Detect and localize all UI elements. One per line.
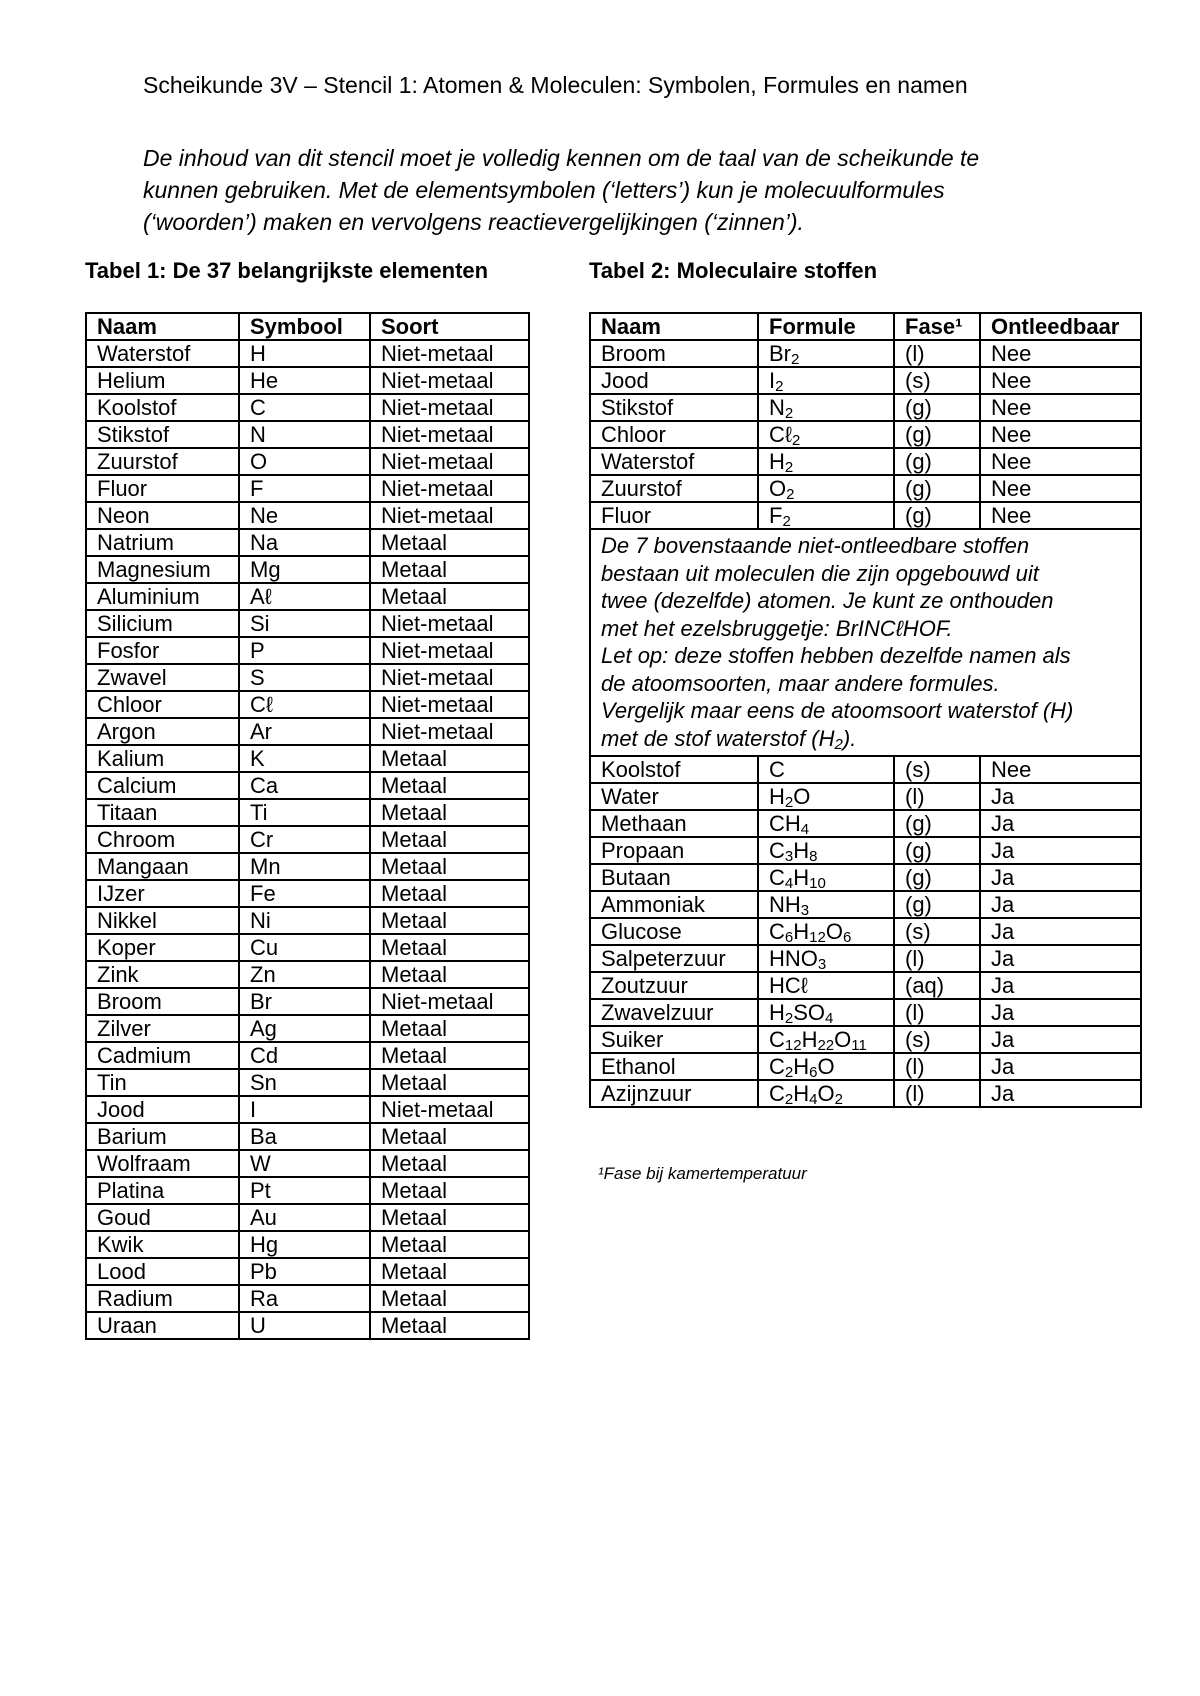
cell-symbool: O	[239, 448, 370, 475]
col-header-naam: Naam	[590, 313, 758, 340]
cell-fase: (s)	[894, 756, 980, 783]
cell-naam: Jood	[86, 1096, 239, 1123]
table-row	[86, 826, 529, 853]
cell-formule: $H_2$	[758, 448, 894, 475]
table-row	[86, 1150, 529, 1177]
table-row	[590, 999, 1141, 1026]
cell-soort: Metaal	[370, 1069, 529, 1096]
cell-fase: (g)	[894, 421, 980, 448]
cell-soort: Metaal	[370, 1231, 529, 1258]
table-row	[590, 340, 1141, 367]
cell-soort: Metaal	[370, 826, 529, 853]
cell-naam: Fluor	[86, 475, 239, 502]
cell-symbool: Fe	[239, 880, 370, 907]
cell-symbool: S	[239, 664, 370, 691]
cell-symbool: W	[239, 1150, 370, 1177]
cell-symbool: I	[239, 1096, 370, 1123]
cell-naam: Mangaan	[86, 853, 239, 880]
cell-naam: Nikkel	[86, 907, 239, 934]
cell-ontleedbaar: Nee	[980, 756, 1141, 783]
cell-naam: Titaan	[86, 799, 239, 826]
table-row	[86, 502, 529, 529]
col-header-fase: Fase¹	[894, 313, 980, 340]
cell-naam: Zwavelzuur	[590, 999, 758, 1026]
intro-line: kunnen gebruiken. Met de elementsymbolen (‘letters’) kun je molecuulformules	[143, 177, 945, 203]
cell-symbool: Ba	[239, 1123, 370, 1150]
table-row	[590, 367, 1141, 394]
cell-naam: Neon	[86, 502, 239, 529]
cell-ontleedbaar: Ja	[980, 972, 1141, 999]
cell-symbool: Pt	[239, 1177, 370, 1204]
cell-soort: Metaal	[370, 907, 529, 934]
cell-naam: Platina	[86, 1177, 239, 1204]
cell-naam: Waterstof	[590, 448, 758, 475]
table-row	[590, 918, 1141, 945]
cell-fase: (g)	[894, 864, 980, 891]
table-row	[590, 421, 1141, 448]
cell-symbool: Br	[239, 988, 370, 1015]
cell-ontleedbaar: Ja	[980, 999, 1141, 1026]
cell-soort: Metaal	[370, 529, 529, 556]
cell-soort: Niet-metaal	[370, 448, 529, 475]
cell-naam: Silicium	[86, 610, 239, 637]
cell-fase: (aq)	[894, 972, 980, 999]
table-header-row	[590, 313, 1141, 340]
intro-paragraph	[143, 142, 1083, 238]
intro-line: De inhoud van dit stencil moet je volledig kennen om de taal van de scheikunde te	[143, 145, 980, 171]
cell-soort: Niet-metaal	[370, 691, 529, 718]
cell-ontleedbaar: Nee	[980, 448, 1141, 475]
cell-naam: Koolstof	[590, 756, 758, 783]
cell-ontleedbaar: Nee	[980, 394, 1141, 421]
cell-fase: (l)	[894, 945, 980, 972]
table-row	[590, 394, 1141, 421]
cell-soort: Metaal	[370, 799, 529, 826]
cell-soort: Metaal	[370, 1204, 529, 1231]
cell-symbool: Cℓ	[239, 691, 370, 718]
table-row	[86, 691, 529, 718]
table-row	[86, 718, 529, 745]
cell-soort: Metaal	[370, 1150, 529, 1177]
footnote: ¹Fase bij kamertemperatuur	[598, 1164, 807, 1183]
cell-formule: $NH_3$	[758, 891, 894, 918]
cell-soort: Niet-metaal	[370, 988, 529, 1015]
cell-naam: Koper	[86, 934, 239, 961]
table-row	[590, 1026, 1141, 1053]
cell-formule: $F_2$	[758, 502, 894, 529]
table-row	[590, 1080, 1141, 1107]
cell-ontleedbaar: Ja	[980, 1026, 1141, 1053]
cell-symbool: Mn	[239, 853, 370, 880]
table-row	[590, 783, 1141, 810]
table-row	[86, 853, 529, 880]
cell-soort: Metaal	[370, 1258, 529, 1285]
table-row	[86, 637, 529, 664]
cell-naam: Radium	[86, 1285, 239, 1312]
note-line: met de stof waterstof $(H_2)$.	[601, 725, 857, 753]
cell-naam: Stikstof	[590, 394, 758, 421]
cell-naam: Water	[590, 783, 758, 810]
table2-caption: Tabel 2: Moleculaire stoffen	[589, 258, 878, 283]
cell-symbool: Ra	[239, 1285, 370, 1312]
cell-symbool: Cd	[239, 1042, 370, 1069]
cell-naam: Goud	[86, 1204, 239, 1231]
cell-symbool: H	[239, 340, 370, 367]
cell-formule: HCℓ	[758, 972, 894, 999]
cell-symbool: U	[239, 1312, 370, 1339]
cell-naam: Butaan	[590, 864, 758, 891]
cell-fase: (g)	[894, 475, 980, 502]
table-row	[86, 880, 529, 907]
cell-symbool: F	[239, 475, 370, 502]
table-row	[86, 421, 529, 448]
cell-symbool: Mg	[239, 556, 370, 583]
cell-naam: Ammoniak	[590, 891, 758, 918]
table-row	[590, 756, 1141, 783]
cell-ontleedbaar: Nee	[980, 367, 1141, 394]
table-row	[86, 556, 529, 583]
cell-symbool: C	[239, 394, 370, 421]
table-row	[86, 1177, 529, 1204]
note-line: De 7 bovenstaande niet-ontleedbare stoffen	[601, 533, 1030, 558]
cell-soort: Metaal	[370, 1015, 529, 1042]
cell-naam: Fosfor	[86, 637, 239, 664]
cell-naam: Aluminium	[86, 583, 239, 610]
cell-soort: Niet-metaal	[370, 394, 529, 421]
cell-soort: Niet-metaal	[370, 664, 529, 691]
table-row	[590, 837, 1141, 864]
cell-formule: $C_4H_{10}$	[758, 864, 894, 891]
table-row	[86, 1258, 529, 1285]
cell-soort: Metaal	[370, 961, 529, 988]
cell-fase: (l)	[894, 340, 980, 367]
cell-formule: $C_2H_6O$	[758, 1053, 894, 1080]
table-row	[86, 907, 529, 934]
cell-symbool: Au	[239, 1204, 370, 1231]
cell-symbool: Hg	[239, 1231, 370, 1258]
cell-soort: Metaal	[370, 556, 529, 583]
cell-ontleedbaar: Ja	[980, 891, 1141, 918]
table-row	[590, 810, 1141, 837]
cell-symbool: Na	[239, 529, 370, 556]
cell-soort: Niet-metaal	[370, 1096, 529, 1123]
cell-formule: $Br_2$	[758, 340, 894, 367]
cell-symbool: Ag	[239, 1015, 370, 1042]
document-title: Scheikunde 3V – Stencil 1: Atomen & Moleculen: Symbolen, Formules en namen	[143, 72, 968, 98]
table1-caption: Tabel 1: De 37 belangrijkste elementen	[85, 258, 489, 283]
cell-formule: $C_{12}H_{22}O_{11}$	[758, 1026, 894, 1053]
col-header-ontleedbaar: Ontleedbaar	[980, 313, 1141, 340]
cell-naam: Fluor	[590, 502, 758, 529]
cell-ontleedbaar: Ja	[980, 837, 1141, 864]
cell-ontleedbaar: Ja	[980, 1053, 1141, 1080]
cell-naam: Zuurstof	[86, 448, 239, 475]
table-row	[86, 961, 529, 988]
cell-naam: Cadmium	[86, 1042, 239, 1069]
table-row	[590, 945, 1141, 972]
cell-soort: Metaal	[370, 745, 529, 772]
intro-line: (‘woorden’) maken en vervolgens reactievergelijkingen (‘zinnen’).	[143, 209, 804, 235]
cell-fase: (s)	[894, 918, 980, 945]
note-row	[590, 529, 1141, 756]
cell-soort: Metaal	[370, 1285, 529, 1312]
cell-naam: Helium	[86, 367, 239, 394]
cell-symbool: Ni	[239, 907, 370, 934]
cell-naam: Natrium	[86, 529, 239, 556]
cell-soort: Metaal	[370, 934, 529, 961]
cell-naam: Kwik	[86, 1231, 239, 1258]
cell-symbool: N	[239, 421, 370, 448]
cell-soort: Metaal	[370, 772, 529, 799]
note-line: met het ezelsbruggetje: BrINCℓHOF.	[601, 615, 953, 641]
cell-naam: Argon	[86, 718, 239, 745]
cell-soort: Metaal	[370, 1123, 529, 1150]
cell-fase: (g)	[894, 810, 980, 837]
table-row	[86, 1069, 529, 1096]
cell-naam: Calcium	[86, 772, 239, 799]
note-line: bestaan uit moleculen die zijn opgebouwd uit	[601, 560, 1039, 586]
cell-naam: Koolstof	[86, 394, 239, 421]
molecular-substances-table	[589, 312, 1142, 1108]
cell-ontleedbaar: Ja	[980, 1080, 1141, 1107]
cell-symbool: He	[239, 367, 370, 394]
col-header-formule: Formule	[758, 313, 894, 340]
cell-soort: Metaal	[370, 583, 529, 610]
table-row	[86, 1285, 529, 1312]
cell-fase: (l)	[894, 999, 980, 1026]
cell-ontleedbaar: Ja	[980, 810, 1141, 837]
table-row	[86, 340, 529, 367]
cell-naam: Stikstof	[86, 421, 239, 448]
table-row	[590, 502, 1141, 529]
cell-symbool: Pb	[239, 1258, 370, 1285]
cell-formule: $C_6H_{12}O_6$	[758, 918, 894, 945]
cell-naam: Zink	[86, 961, 239, 988]
table-row	[590, 864, 1141, 891]
table-row	[590, 1053, 1141, 1080]
cell-formule: $C_2H_4O_2$	[758, 1080, 894, 1107]
cell-ontleedbaar: Nee	[980, 475, 1141, 502]
cell-soort: Metaal	[370, 1042, 529, 1069]
cell-naam: Glucose	[590, 918, 758, 945]
col-header-symbool: Symbool	[239, 313, 370, 340]
cell-formule: $O_2$	[758, 475, 894, 502]
cell-soort: Niet-metaal	[370, 421, 529, 448]
cell-naam: IJzer	[86, 880, 239, 907]
cell-ontleedbaar: Ja	[980, 945, 1141, 972]
cell-fase: (s)	[894, 1026, 980, 1053]
cell-naam: Chroom	[86, 826, 239, 853]
cell-naam: Wolfraam	[86, 1150, 239, 1177]
cell-naam: Propaan	[590, 837, 758, 864]
cell-naam: Chloor	[86, 691, 239, 718]
table-row	[86, 610, 529, 637]
cell-naam: Suiker	[590, 1026, 758, 1053]
cell-naam: Waterstof	[86, 340, 239, 367]
note-line: twee (dezelfde) atomen. Je kunt ze onthouden	[601, 588, 1054, 613]
cell-symbool: Ar	[239, 718, 370, 745]
table-row	[590, 448, 1141, 475]
cell-ontleedbaar: Nee	[980, 340, 1141, 367]
cell-formule: $C_3H_8$	[758, 837, 894, 864]
cell-formule: $H_2SO_4$	[758, 999, 894, 1026]
cell-soort: Niet-metaal	[370, 367, 529, 394]
cell-ontleedbaar: Ja	[980, 864, 1141, 891]
note-cell	[590, 529, 1141, 756]
table-row	[590, 891, 1141, 918]
table-row	[86, 772, 529, 799]
cell-fase: (g)	[894, 891, 980, 918]
table-row	[86, 448, 529, 475]
cell-symbool: Ca	[239, 772, 370, 799]
table-row	[590, 972, 1141, 999]
cell-ontleedbaar: Nee	[980, 421, 1141, 448]
table-row	[86, 1042, 529, 1069]
cell-naam: Zuurstof	[590, 475, 758, 502]
table-row	[86, 475, 529, 502]
cell-naam: Salpeterzuur	[590, 945, 758, 972]
cell-symbool: Zn	[239, 961, 370, 988]
table-row	[590, 475, 1141, 502]
table-header-row	[86, 313, 529, 340]
table-row	[86, 1204, 529, 1231]
cell-symbool: Ne	[239, 502, 370, 529]
cell-naam: Tin	[86, 1069, 239, 1096]
cell-naam: Magnesium	[86, 556, 239, 583]
cell-soort: Niet-metaal	[370, 340, 529, 367]
table-row	[86, 583, 529, 610]
cell-naam: Lood	[86, 1258, 239, 1285]
cell-fase: (l)	[894, 1080, 980, 1107]
cell-soort: Niet-metaal	[370, 610, 529, 637]
cell-soort: Niet-metaal	[370, 637, 529, 664]
table-row	[86, 934, 529, 961]
table-row	[86, 367, 529, 394]
cell-formule: $I_2$	[758, 367, 894, 394]
cell-naam: Broom	[590, 340, 758, 367]
cell-ontleedbaar: Ja	[980, 783, 1141, 810]
note-line: Vergelijk maar eens de atoomsoort waterstof (H)	[601, 698, 1074, 723]
col-header-soort: Soort	[370, 313, 529, 340]
cell-soort: Niet-metaal	[370, 502, 529, 529]
cell-formule: Cℓ$_2$	[758, 421, 894, 448]
cell-naam: Zilver	[86, 1015, 239, 1042]
cell-symbool: P	[239, 637, 370, 664]
cell-symbool: Aℓ	[239, 583, 370, 610]
col-header-naam: Naam	[86, 313, 239, 340]
cell-fase: (g)	[894, 394, 980, 421]
table-row	[86, 1015, 529, 1042]
cell-naam: Barium	[86, 1123, 239, 1150]
cell-fase: (l)	[894, 1053, 980, 1080]
cell-soort: Niet-metaal	[370, 475, 529, 502]
cell-naam: Chloor	[590, 421, 758, 448]
cell-soort: Metaal	[370, 1177, 529, 1204]
cell-naam: Methaan	[590, 810, 758, 837]
cell-ontleedbaar: Nee	[980, 502, 1141, 529]
cell-formule: $N_2$	[758, 394, 894, 421]
table-row	[86, 745, 529, 772]
cell-naam: Azijnzuur	[590, 1080, 758, 1107]
cell-fase: (g)	[894, 502, 980, 529]
cell-formule: C	[758, 756, 894, 783]
table-row	[86, 394, 529, 421]
table-row	[86, 1312, 529, 1339]
table-row	[86, 529, 529, 556]
cell-soort: Metaal	[370, 880, 529, 907]
table-row	[86, 1123, 529, 1150]
cell-symbool: Cr	[239, 826, 370, 853]
cell-symbool: Si	[239, 610, 370, 637]
cell-naam: Broom	[86, 988, 239, 1015]
note-line: Let op: deze stoffen hebben dezelfde namen als	[601, 643, 1071, 668]
cell-naam: Kalium	[86, 745, 239, 772]
cell-naam: Uraan	[86, 1312, 239, 1339]
cell-fase: (l)	[894, 783, 980, 810]
cell-fase: (g)	[894, 448, 980, 475]
elements-table	[85, 312, 530, 1340]
cell-fase: (g)	[894, 837, 980, 864]
cell-fase: (s)	[894, 367, 980, 394]
cell-symbool: Cu	[239, 934, 370, 961]
cell-formule: $H_2O$	[758, 783, 894, 810]
cell-formule: $CH_4$	[758, 810, 894, 837]
cell-soort: Metaal	[370, 1312, 529, 1339]
cell-symbool: Sn	[239, 1069, 370, 1096]
cell-ontleedbaar: Ja	[980, 918, 1141, 945]
table-row	[86, 1231, 529, 1258]
cell-naam: Ethanol	[590, 1053, 758, 1080]
cell-soort: Metaal	[370, 853, 529, 880]
table-row	[86, 799, 529, 826]
cell-naam: Zwavel	[86, 664, 239, 691]
cell-soort: Niet-metaal	[370, 718, 529, 745]
table-row	[86, 664, 529, 691]
table-row	[86, 988, 529, 1015]
cell-naam: Zoutzuur	[590, 972, 758, 999]
cell-formule: $HNO_3$	[758, 945, 894, 972]
cell-naam: Jood	[590, 367, 758, 394]
cell-symbool: Ti	[239, 799, 370, 826]
table-row	[86, 1096, 529, 1123]
note-line: de atoomsoorten, maar andere formules.	[601, 670, 1000, 696]
cell-symbool: K	[239, 745, 370, 772]
